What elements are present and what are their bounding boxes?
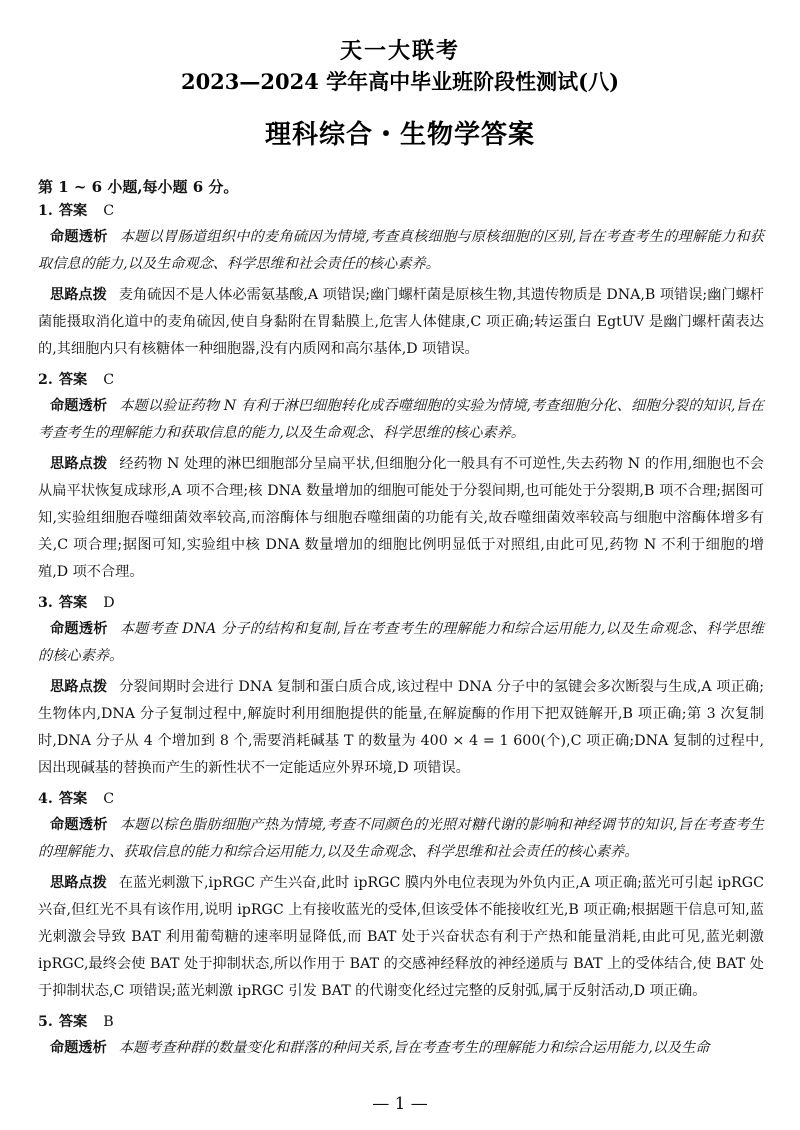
answer-value: B: [103, 1014, 114, 1030]
analysis-label: 命题透析: [50, 398, 108, 414]
question-3: [38, 590, 764, 782]
analysis-text: 本题考查 DNA 分子的结构和复制,旨在考查考生的理解能力和综合运用能力,以及生命观念、科学思维的核心素养。: [38, 621, 764, 664]
analysis-text: 本题以棕色脂肪细胞产热为情境,考查不同颜色的光照对糖代谢的影响和神经调节的知识,旨在考查考生的理解能力、获取信息的能力和综合运用能力,以及生命观念、科学思维和社会责任的核心素养。: [38, 817, 764, 860]
question-5: [38, 1009, 764, 1062]
answer-label: 答案: [58, 372, 88, 388]
analysis-label: 命题透析: [50, 229, 108, 245]
hint-label: 思路点拨: [50, 456, 108, 472]
hint-text: 麦角硫因不是人体必需氨基酸,A 项错误;幽门螺杆菌是原核生物,其遗传物质是 DNA,B 项错误;幽门螺杆菌能摄取消化道中的麦角硫因,使自身黏附在胃黏膜上,危害人体健康,C 项正确;转运蛋白 EgtUV 是幽门螺杆菌表达的,其细胞内只有核糖体一种细胞器,没有内质网和高尔基体,D 项错误。: [38, 287, 764, 357]
analysis-label: 命题透析: [50, 1040, 107, 1056]
hint-paragraph: [38, 870, 764, 1005]
analysis-label: 命题透析: [50, 621, 108, 637]
analysis-paragraph: [38, 812, 764, 866]
hint-text: 在蓝光刺激下,ipRGC 产生兴奋,此时 ipRGC 膜内外电位表现为外负内正,A 项正确;蓝光可引起 ipRGC 兴奋,但红光不具有该作用,说明 ipRGC 上有接收蓝光的受体,但该受体不能接收红光,B 项正确;根据题干信息可知,蓝光刺激会导致 BAT 利用葡萄糖的速率明显降低,而 BAT 处于兴奋状态有利于产热和能量消耗,由此可见,蓝光刺激 ipRGC,最终会使 BAT 处于抑制状态,所以作用于 BAT 的交感神经释放的神经递质与 BAT 上的受体结合,使 BAT 处于抑制状态,C 项错误;蓝光刺激 ipRGC 引发 BAT 的代谢变化经过完整的反射弧,属于反射活动,D 项正确。: [38, 875, 764, 999]
answer-line: [38, 198, 764, 224]
answer-value: C: [103, 372, 115, 388]
answer-line: [38, 1009, 764, 1035]
hint-paragraph: [38, 451, 764, 586]
analysis-label: 命题透析: [50, 817, 108, 833]
question-number: 2.: [38, 372, 53, 388]
analysis-paragraph: [38, 393, 764, 447]
analysis-text: 本题以胃肠道组织中的麦角硫因为情境,考查真核细胞与原核细胞的区别,旨在考查考生的理解能力和获取信息的能力,以及生命观念、科学思维和社会责任的核心素养。: [38, 229, 764, 272]
analysis-paragraph: [38, 224, 764, 278]
section-intro: 第 1 ~ 6 小题,每小题 6 分。: [38, 178, 239, 196]
answer-label: 答案: [58, 595, 88, 611]
hint-label: 思路点拨: [50, 875, 107, 891]
exam-title: 2023—2024 学年高中毕业班阶段性测试(八): [180, 69, 620, 94]
answer-line: [38, 590, 764, 616]
question-1: [38, 198, 764, 363]
analysis-paragraph: [38, 616, 764, 670]
exam-organization: 天一大联考: [339, 38, 460, 64]
answer-label: 答案: [58, 791, 88, 807]
answer-value: C: [103, 203, 115, 219]
question-number: 5.: [38, 1014, 53, 1030]
question-2: [38, 367, 764, 586]
answer-label: 答案: [58, 1014, 88, 1030]
answer-label: 答案: [58, 203, 88, 219]
question-number: 3.: [38, 595, 53, 611]
answer-list: [38, 198, 764, 1066]
page-number: — 1 —: [372, 1094, 428, 1114]
hint-text: 经药物 N 处理的淋巴细胞部分呈扁平状,但细胞分化一般具有不可逆性,失去药物 N 的作用,细胞也不会从扁平状恢复成球形,A 项不合理;核 DNA 数量增加的细胞可能处于分裂间期,也可能处于分裂期,B 项不合理;据图可知,实验组细胞吞噬细菌效率较高,而溶酶体与细胞吞噬细菌的功能有关,故吞噬细菌效率较高与细胞中溶酶体增多有关,C 项合理;据图可知,实验组中核 DNA 数量增加的细胞比例明显低于对照组,由此可见,药物 N 不利于细胞的增殖,D 项不合理。: [38, 456, 764, 580]
hint-label: 思路点拨: [50, 679, 108, 695]
analysis-text: 本题以验证药物 N 有利于淋巴细胞转化成吞噬细胞的实验为情境,考查细胞分化、细胞分裂的知识,旨在考查考生的理解能力和获取信息的能力,以及生命观念、科学思维的核心素养。: [38, 398, 764, 441]
hint-label: 思路点拨: [50, 287, 107, 303]
question-number: 1.: [38, 203, 53, 219]
hint-text: 分裂间期时会进行 DNA 复制和蛋白质合成,该过程中 DNA 分子中的氢键会多次断裂与生成,A 项正确;生物体内,DNA 分子复制过程中,解旋时利用细胞提供的能量,在解旋酶的作用下把双链解开,B 项正确;第 3 次复制时,DNA 分子从 4 个增加到 8 个,需要消耗碱基 T 的数量为 400 × 4 = 1 600(个),C 项正确;DNA 复制的过程中,因出现碱基的替换而产生的新性状不一定能适应外界环境,D 项错误。: [38, 679, 764, 776]
analysis-paragraph: [38, 1035, 764, 1062]
answer-line: [38, 367, 764, 393]
answer-line: [38, 786, 764, 812]
answer-value: C: [103, 791, 115, 807]
hint-paragraph: [38, 674, 764, 782]
hint-paragraph: [38, 282, 764, 363]
subject-title: 理科综合・生物学答案: [264, 120, 535, 150]
answer-value: D: [103, 595, 115, 611]
analysis-text: 本题考查种群的数量变化和群落的种间关系,旨在考查考生的理解能力和综合运用能力,以及生命: [118, 1040, 710, 1056]
question-4: [38, 786, 764, 1005]
question-number: 4.: [38, 791, 53, 807]
